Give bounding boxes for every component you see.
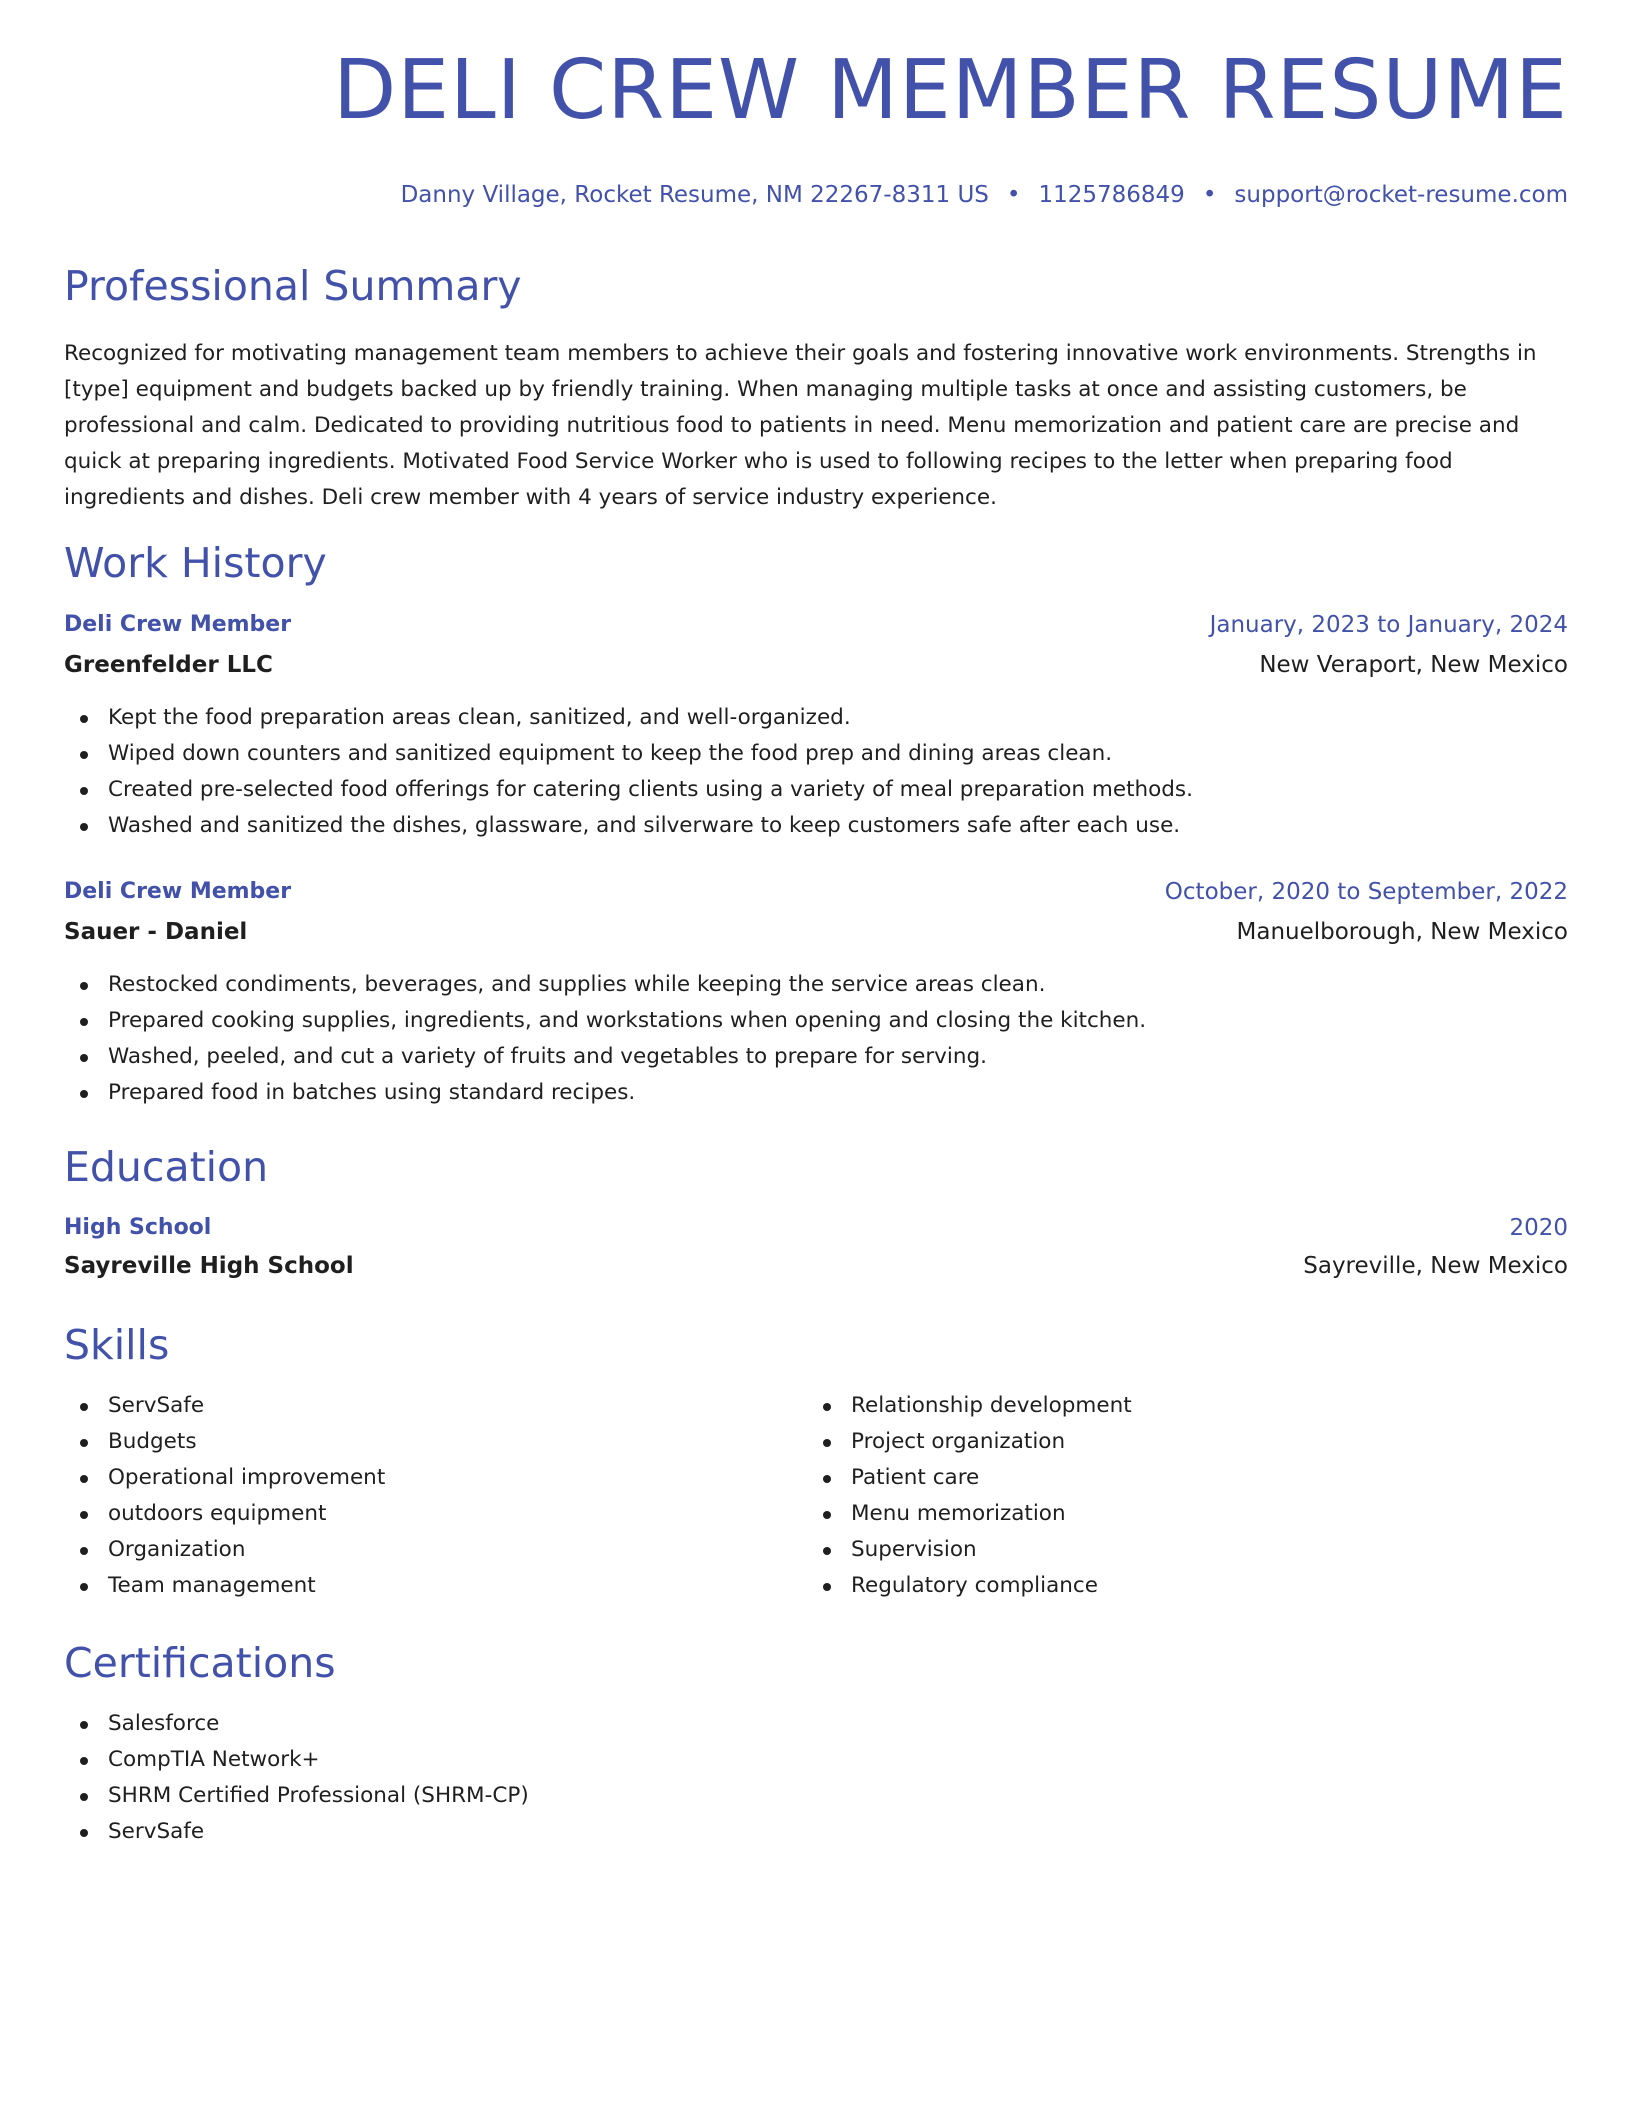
job-2-title: Deli Crew Member bbox=[64, 879, 292, 904]
contact-address: Danny Village, Rocket Resume, NM 22267-8311 US bbox=[400, 182, 989, 208]
list-item: SHRM Certified Professional (SHRM-CP) bbox=[64, 1778, 529, 1814]
list-item: Supervision bbox=[807, 1532, 1132, 1568]
work-history-heading: Work History bbox=[64, 539, 327, 587]
job-2-title-row bbox=[64, 879, 1568, 911]
job-1-company: Greenfelder LLC bbox=[64, 652, 273, 678]
job-1-title-row bbox=[64, 612, 1568, 644]
list-item: Prepared cooking supplies, ingredients, and workstations when opening and closing the kitchen. bbox=[64, 1003, 1146, 1039]
job-2-location: Manuelborough, New Mexico bbox=[1236, 919, 1568, 945]
certifications-heading: Certifications bbox=[64, 1639, 336, 1687]
certifications-list bbox=[64, 1706, 529, 1850]
contact-email[interactable]: support@rocket-resume.com bbox=[1234, 182, 1568, 208]
list-item: Organization bbox=[64, 1532, 385, 1568]
list-item: Salesforce bbox=[64, 1706, 529, 1742]
list-item: Created pre-selected food offerings for catering clients using a variety of meal preparation methods. bbox=[64, 772, 1193, 808]
list-item: Budgets bbox=[64, 1424, 385, 1460]
skills-list-right bbox=[807, 1388, 1132, 1604]
education-year: 2020 bbox=[1509, 1215, 1568, 1241]
job-1-location: New Veraport, New Mexico bbox=[1259, 652, 1568, 678]
resume-title: DELI CREW MEMBER RESUME bbox=[333, 43, 1568, 138]
list-item: Kept the food preparation areas clean, sanitized, and well-organized. bbox=[64, 700, 1193, 736]
education-school-row bbox=[64, 1253, 1568, 1285]
job-1-dates: January, 2023 to January, 2024 bbox=[1209, 612, 1568, 638]
list-item: Washed and sanitized the dishes, glassware, and silverware to keep customers safe after each use. bbox=[64, 808, 1193, 844]
list-item: Project organization bbox=[807, 1424, 1132, 1460]
list-item: ServSafe bbox=[64, 1814, 529, 1850]
job-1-title: Deli Crew Member bbox=[64, 612, 292, 637]
education-degree-row bbox=[64, 1215, 1568, 1247]
job-2-company: Sauer - Daniel bbox=[64, 919, 248, 945]
job-2-company-row bbox=[64, 919, 1568, 951]
list-item: Team management bbox=[64, 1568, 385, 1604]
education-school: Sayreville High School bbox=[64, 1253, 354, 1279]
list-item: Menu memorization bbox=[807, 1496, 1132, 1532]
list-item: Patient care bbox=[807, 1460, 1132, 1496]
contact-separator: • bbox=[1006, 182, 1021, 208]
summary-heading: Professional Summary bbox=[64, 262, 522, 310]
list-item: Operational improvement bbox=[64, 1460, 385, 1496]
list-item: outdoors equipment bbox=[64, 1496, 385, 1532]
contact-phone: 1125786849 bbox=[1038, 182, 1185, 208]
education-location: Sayreville, New Mexico bbox=[1303, 1253, 1568, 1279]
education-degree: High School bbox=[64, 1215, 212, 1240]
job-2-bullets bbox=[64, 967, 1146, 1111]
list-item: Regulatory compliance bbox=[807, 1568, 1132, 1604]
list-item: Washed, peeled, and cut a variety of fruits and vegetables to prepare for serving. bbox=[64, 1039, 1146, 1075]
list-item: Prepared food in batches using standard recipes. bbox=[64, 1075, 1146, 1111]
summary-text: Recognized for motivating management team members to achieve their goals and fostering innovative work environments. Strengths in [type] equipment and budgets backed up by friendly training. When managing multiple tasks at once and assisting customers, be professional and calm. Dedicated to providing nutritious food to patients in need. Menu memorization and patient care are precise and quick at preparing ingredients. Motivated Food Service Worker who is used to following recipes to the letter when preparing food ingredients and dishes. Deli crew member with 4 years of service industry experience. bbox=[64, 341, 1537, 510]
job-2-dates: October, 2020 to September, 2022 bbox=[1164, 879, 1568, 905]
skills-list-left bbox=[64, 1388, 385, 1604]
education-heading: Education bbox=[64, 1143, 269, 1191]
contact-separator: • bbox=[1202, 182, 1217, 208]
list-item: Relationship development bbox=[807, 1388, 1132, 1424]
job-1-company-row bbox=[64, 652, 1568, 684]
contact-line bbox=[401, 182, 1568, 208]
skills-heading: Skills bbox=[64, 1321, 170, 1369]
list-item: CompTIA Network+ bbox=[64, 1742, 529, 1778]
list-item: ServSafe bbox=[64, 1388, 385, 1424]
list-item: Wiped down counters and sanitized equipment to keep the food prep and dining areas clean. bbox=[64, 736, 1193, 772]
job-1-bullets bbox=[64, 700, 1193, 844]
list-item: Restocked condiments, beverages, and supplies while keeping the service areas clean. bbox=[64, 967, 1146, 1003]
